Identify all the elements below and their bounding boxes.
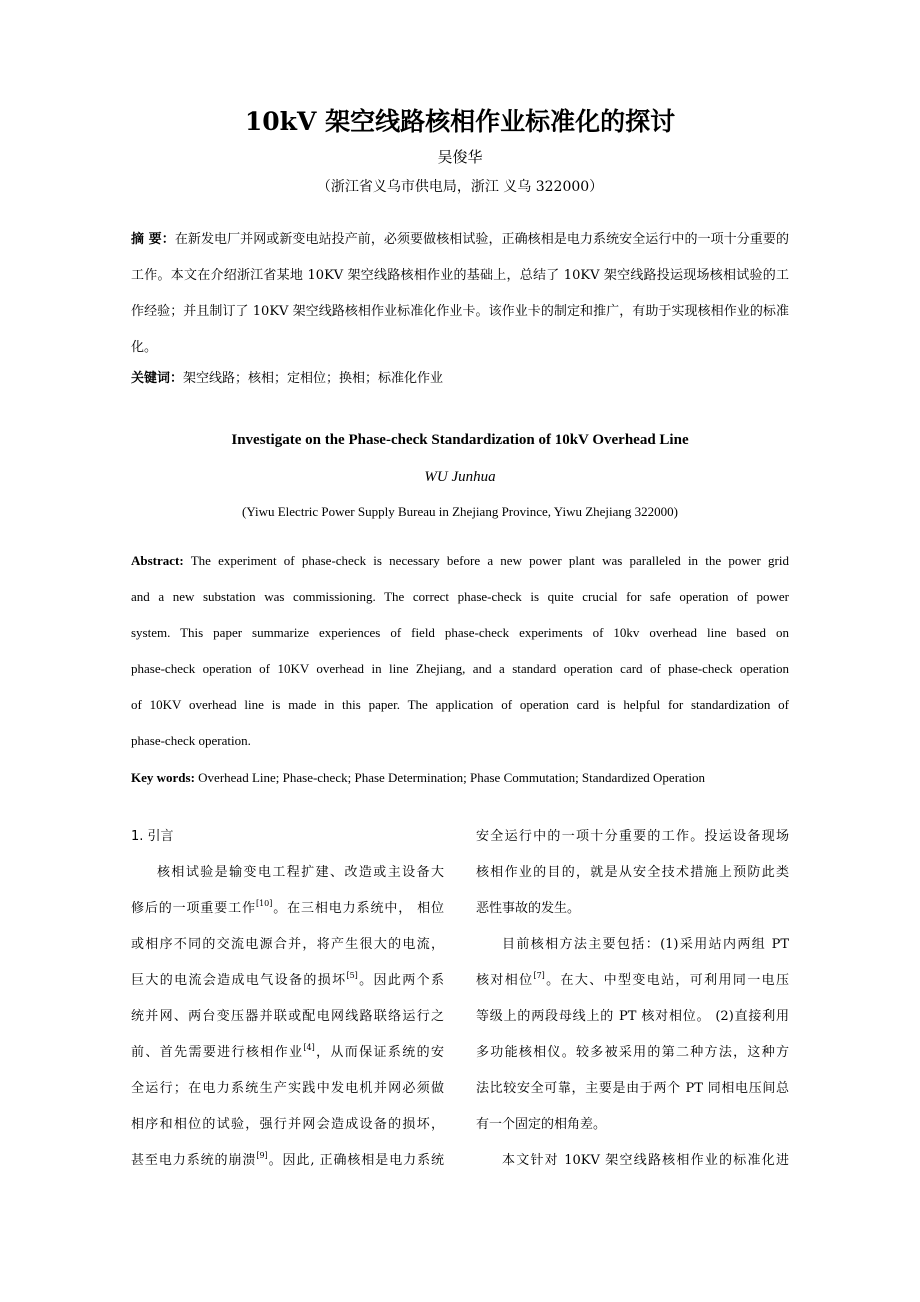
body-line: 目前核相方法主要包括：(1)采用站内两组 PT (502, 937, 789, 952)
body-line: 等级上的两段母线上的 PT 核对相位。 (2)直接利用 (476, 1009, 789, 1024)
affiliation-cn: （浙江省义乌市供电局，浙江 义乌 322000） (316, 179, 604, 195)
citation-ref: [7] (533, 971, 545, 980)
body-line: 全运行；在电力系统生产实践中发电机并网必须做 (131, 1081, 444, 1096)
paper-title-en: Investigate on the Phase-check Standardization of 10kV Overhead Line (231, 432, 689, 448)
citation-ref: [5] (346, 971, 358, 980)
abstract-cn (131, 222, 789, 366)
body-line: 恶性事故的发生。 (476, 901, 581, 916)
citation-ref: [10] (255, 899, 273, 908)
body-left-column (131, 819, 444, 1179)
abstract-en (131, 543, 789, 759)
body-line: 安全运行中的一项十分重要的工作。投运设备现场 (476, 829, 789, 844)
paper-title: 10kV 架空线路核相作业标准化的探讨 (244, 107, 676, 136)
body-line: 相序和相位的试验，强行并网会造成设备的损坏， (131, 1117, 444, 1132)
body-line: 统并网、两台变压器并联或配电网线路联络运行之 (131, 1009, 444, 1024)
keywords-cn (131, 366, 789, 392)
affiliation-en: (Yiwu Electric Power Supply Bureau in Zhejiang Province, Yiwu Zhejiang 322000) (241, 504, 678, 519)
abstract-en-line: phase-check operation. (131, 733, 251, 748)
body-line: 多功能核相仪。较多被采用的第二种方法，这种方 (476, 1045, 789, 1060)
abstract-en-line: phase-check operation of 10KV overhead in line Zhejiang, and a standard operation card of phase-check operation (131, 661, 789, 676)
body-line: 核相试验是输变电工程扩建、改造或主设备大 (157, 865, 444, 880)
abstract-en-label: Abstract: (131, 553, 184, 568)
abstract-en-line: Abstract: The experiment of phase-check is necessary before a new power plant was paralleled in the power grid (131, 553, 789, 568)
keywords-en (131, 766, 789, 790)
author-name-cn: 吴俊华 (437, 148, 483, 166)
body-line: 本文针对 10KV 架空线路核相作业的标准化进 (502, 1153, 789, 1168)
body-line: 有一个固定的相角差。 (476, 1117, 607, 1132)
abstract-en-line: system. This paper summarize experiences of field phase-check experiments of 10kv overhead line based on (131, 625, 789, 640)
section-heading: 1. 引言 (131, 829, 174, 844)
abstract-cn-text: 在新发电厂并网或新变电站投产前，必须要做核相试验，正确核相是电力系统安全运行中的一项十分重要的工作。本文在介绍浙江省某地 10KV 架空线路核相作业的基础上，总结了 10KV 架空线路投运现场核相试验的工作经验；并且制订了 10KV 架空线路核相作业标准化作业卡。该作业卡的制定和推广，有助于实现核相作业的标准化。 (131, 232, 789, 355)
body-line: 巨大的电流会造成电气设备的损坏[5]。因此两个系 (131, 971, 444, 988)
keywords-cn-label: 关键词： (131, 371, 184, 386)
body-line: 核对相位[7]。在大、中型变电站，可利用同一电压 (476, 971, 789, 988)
citation-ref: [9] (256, 1151, 268, 1160)
body-line: 前、首先需要进行核相作业[4]，从而保证系统的安 (131, 1043, 444, 1060)
body-right-column (476, 819, 789, 1179)
body-line: 甚至电力系统的崩溃[9]。因此, 正确核相是电力系统 (131, 1151, 444, 1168)
body-line: 或相序不同的交流电源合并，将产生很大的电流， (131, 937, 444, 952)
abstract-en-line: and a new substation was commissioning. The correct phase-check is quite crucial for safe operation of power (131, 589, 789, 604)
abstract-cn-label: 摘 要： (131, 232, 175, 247)
body-line: 修后的一项重要工作[10]。在三相电力系统中， 相位 (131, 899, 444, 916)
body-line: 核相作业的目的，就是从安全技术措施上预防此类 (476, 865, 789, 880)
abstract-en-line: of 10KV overhead line is made in this paper. The application of operation card is helpful for standardization of (131, 697, 789, 712)
citation-ref: [4] (303, 1043, 315, 1052)
keywords-cn-text: 架空线路；核相；定相位；换相；标准化作业 (183, 371, 444, 386)
author-name-en: WU Junhua (424, 469, 496, 485)
keywords-en-text: Overhead Line; Phase-check; Phase Determination; Phase Commutation; Standardized Operation (198, 770, 706, 785)
body-line: 法比较安全可靠，主要是由于两个 PT 同相电压间总 (476, 1081, 789, 1096)
keywords-en-label: Key words: (131, 770, 195, 785)
